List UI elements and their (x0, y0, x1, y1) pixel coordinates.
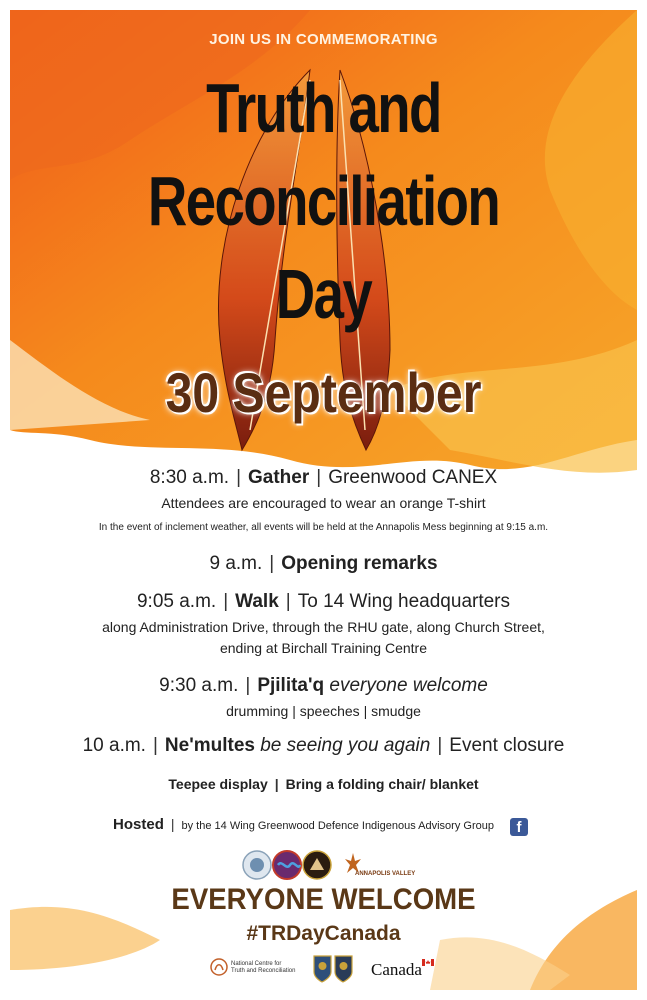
hosted-line: Hosted | by the 14 Wing Greenwood Defence Indigenous Advisory Group (113, 816, 494, 833)
opening-name: Opening remarks (281, 553, 438, 574)
hashtag: #TRDayCanada (246, 922, 401, 945)
wing-crest-icon (312, 952, 354, 984)
pjilitaq-tagline: everyone welcome (329, 675, 488, 696)
weather-note: In the event of inclement weather, all events will be held at the Annapolis Mess beginning at 9:15 a.m. (98, 522, 549, 533)
closing-name: Ne'multes (164, 735, 255, 756)
teepee-text: Teepee display (168, 776, 268, 792)
extras-line: Teepee display | Bring a folding chair/ blanket (168, 776, 479, 792)
walk-time: 9:05 a.m. (136, 591, 217, 612)
nctr-text-2: Truth and Reconciliation (231, 968, 296, 974)
poster-frame (10, 10, 637, 990)
walk-name: Walk (235, 591, 279, 612)
walk-dest: To 14 Wing headquarters (297, 591, 511, 612)
everyone-welcome: EVERYONE WELCOME (171, 883, 476, 916)
opening-line: 9 a.m. | Opening remarks (209, 553, 438, 574)
canada-wordmark: Canada (371, 960, 422, 979)
gather-line: 8:30 a.m. | Gather | Greenwood CANEX (149, 467, 498, 488)
annapolis-valley-text: ANNAPOLIS VALLEY (355, 871, 416, 877)
pjilitaq-name: Pjilita'q (257, 675, 325, 696)
partner-seal-icon (242, 848, 332, 882)
hosted-label: Hosted (113, 816, 164, 833)
kicker-text: JOIN US IN COMMEMORATING (209, 31, 438, 48)
pjilitaq-line: 9:30 a.m. | Pjilita'q everyone welcome (159, 675, 488, 696)
title-line-1: Truth and (206, 69, 441, 147)
event-date: 30 September (165, 361, 482, 424)
walk-route-2: ending at Birchall Training Centre (219, 640, 427, 656)
title-line-2: Reconciliation (147, 162, 500, 240)
pjilitaq-time: 9:30 a.m. (159, 675, 239, 696)
gather-time: 8:30 a.m. (149, 467, 230, 488)
pjilitaq-items: drumming | speeches | smudge (226, 703, 421, 719)
closing-label: Event closure (449, 735, 565, 756)
hosted-by: by the 14 Wing Greenwood Defence Indigenous Advisory Group (181, 820, 494, 832)
closing-line: 10 a.m. | Ne'multes be seeing you again | Event closure (82, 735, 565, 756)
title-line-3: Day (275, 255, 372, 333)
walk-line: 9:05 a.m. | Walk | To 14 Wing headquarters (136, 591, 511, 612)
facebook-icon[interactable]: f (510, 818, 528, 836)
closing-time: 10 a.m. (82, 735, 146, 756)
gather-name: Gather (248, 467, 310, 488)
chair-text: Bring a folding chair/ blanket (285, 776, 479, 792)
walk-route-1: along Administration Drive, through the RHU gate, along Church Street, (102, 619, 545, 635)
nctr-text-1: National Centre for (231, 961, 282, 967)
gather-place: Greenwood CANEX (328, 467, 498, 488)
opening-time: 9 a.m. (209, 553, 263, 574)
canada-flag-icon (422, 959, 434, 966)
nctr-logo-icon (210, 958, 228, 976)
closing-tagline: be seeing you again (260, 735, 431, 756)
gather-note: Attendees are encouraged to wear an orange T-shirt (161, 495, 486, 511)
